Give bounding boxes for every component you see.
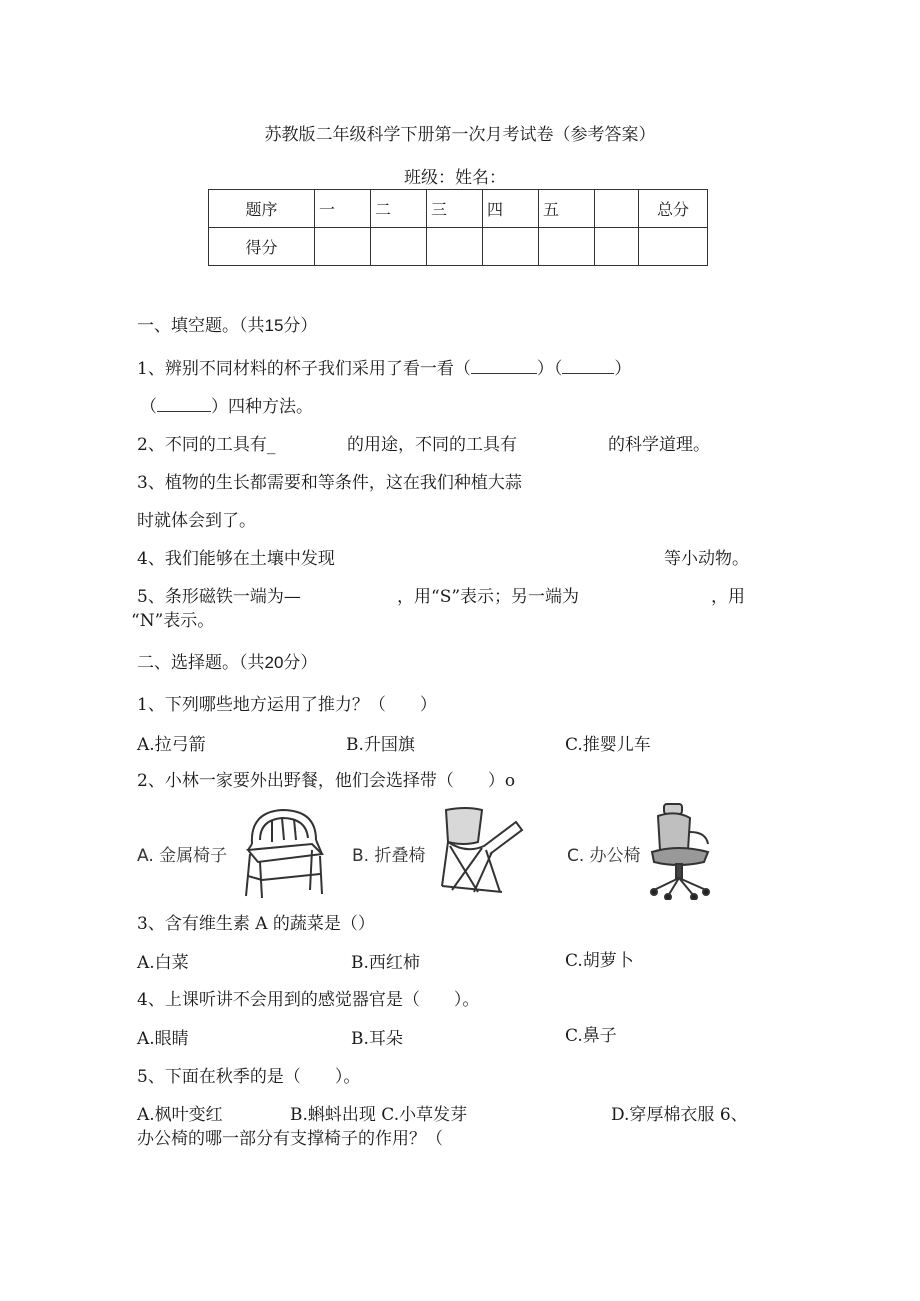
s1-question-3: 3、植物的生长都需要和等条件，这在我们种植大蒜 — [137, 473, 522, 493]
score-cell[interactable] — [315, 228, 371, 266]
s1-question-5: 5、条形磁铁一端为— — [137, 587, 301, 607]
s1-q1-text-e: ）四种方法。 — [211, 397, 313, 417]
s2-q3-option-a[interactable]: A.白菜 — [137, 953, 189, 973]
section1-heading-end: 分） — [283, 316, 318, 336]
score-cell[interactable] — [427, 228, 483, 266]
score-table-header-row — [209, 190, 708, 228]
s1-question-4-end: 等小动物。 — [664, 549, 749, 569]
s2-question-3: 3、含有维生素 A 的蔬菜是（） — [137, 914, 375, 934]
s2-q5-option-d[interactable]: D.穿厚棉衣服 6、 — [611, 1105, 748, 1125]
score-header-cell: 题序 — [209, 190, 315, 228]
s2-q4-option-c[interactable]: C.鼻子 — [565, 1026, 617, 1046]
score-table-score-row — [209, 228, 708, 266]
section1-heading-text: 一、填空题。（共 — [137, 316, 265, 336]
score-cell[interactable] — [539, 228, 595, 266]
section2-points: 20 — [264, 653, 284, 672]
answer-blank[interactable] — [471, 359, 537, 374]
score-table — [208, 189, 708, 266]
score-header-cell: 二 — [371, 190, 427, 228]
s2-question-1: 1、下列哪些地方运用了推力？（ ） — [137, 695, 437, 715]
s2-q4-option-b[interactable]: B.耳朵 — [351, 1029, 403, 1049]
section1-heading — [137, 315, 317, 337]
s2-question-2: 2、小林一家要外出野餐，他们会选择带（ ）o — [137, 771, 516, 791]
s1-question-5-cont: “N”表示。 — [131, 611, 215, 631]
page-title: 苏教版二年级科学下册第一次月考试卷（参考答案） — [264, 125, 656, 145]
s2-q2-option-b[interactable]: B. 折叠椅 — [352, 846, 426, 866]
s1-q1-text-a: 1、辨别不同材料的杯子我们采用了看一看（ — [137, 359, 471, 379]
s2-question-5: 5、下面在秋季的是（ ）。 — [137, 1067, 361, 1087]
score-header-cell: 四 — [483, 190, 539, 228]
answer-blank[interactable] — [157, 397, 211, 412]
score-cell[interactable] — [595, 228, 639, 266]
s2-q2-option-a[interactable]: A. 金属椅子 — [137, 846, 228, 866]
s1-question-1-cont — [140, 396, 313, 418]
s2-question-4: 4、上课听讲不会用到的感觉器官是（ ）。 — [137, 990, 480, 1010]
score-header-cell: 总分 — [639, 190, 708, 228]
s1-question-5-end: ，用 — [711, 587, 745, 607]
s2-question-6: 办公椅的哪一部分有支撑椅子的作用？（ — [137, 1129, 443, 1149]
s2-q1-option-a[interactable]: A.拉弓箭 — [137, 735, 206, 755]
metal-chair-image — [238, 806, 326, 898]
s2-q4-option-a[interactable]: A.眼睛 — [137, 1029, 189, 1049]
s2-q1-option-b[interactable]: B.升国旗 — [346, 735, 415, 755]
s1-question-3-cont: 时就体会到了。 — [137, 511, 256, 531]
score-header-cell: 三 — [427, 190, 483, 228]
s1-q2-text-b: 的用途，不同的工具有 — [347, 435, 517, 455]
s1-question-2 — [137, 434, 275, 456]
s1-question-1 — [137, 358, 631, 380]
folding-chair-image — [438, 806, 524, 894]
s1-question-4: 4、我们能够在土壤中发现 — [137, 549, 335, 569]
score-cell[interactable] — [639, 228, 708, 266]
score-row-label: 得分 — [209, 228, 315, 266]
s1-q2-text-c: 的科学道理。 — [608, 435, 710, 455]
s2-q5-option-b-c[interactable]: B.蝌蚪出现 C.小草发芽 — [290, 1105, 468, 1125]
score-cell[interactable] — [371, 228, 427, 266]
section2-heading-text: 二、选择题。（共 — [137, 653, 265, 673]
s1-q2-text-a: 2、不同的工具有_ — [137, 435, 276, 455]
s2-q3-option-b[interactable]: B.西红柿 — [351, 953, 420, 973]
score-header-cell: 五 — [539, 190, 595, 228]
answer-blank[interactable] — [562, 359, 614, 374]
score-header-cell — [595, 190, 639, 228]
s1-q1-text-c: ） — [614, 359, 632, 379]
score-cell[interactable] — [483, 228, 539, 266]
s1-q1-text-b: ）（ — [536, 359, 563, 379]
section1-points: 15 — [264, 316, 284, 335]
score-header-cell: 一 — [315, 190, 371, 228]
s2-q1-option-c[interactable]: C.推婴儿车 — [565, 735, 651, 755]
section2-heading-end: 分） — [283, 653, 318, 673]
office-chair-image — [646, 802, 714, 900]
s2-q2-option-c[interactable]: C. 办公椅 — [567, 846, 641, 866]
s1-q1-text-d: （ — [140, 397, 157, 417]
s2-q3-option-c[interactable]: C.胡萝卜 — [565, 951, 634, 971]
class-name-line: 班级：姓名： — [404, 168, 506, 188]
s2-q5-option-a[interactable]: A.枫叶变红 — [137, 1105, 223, 1125]
section2-heading — [137, 652, 317, 674]
s1-question-5-mid: ，用“S”表示；另一端为 — [397, 587, 580, 607]
